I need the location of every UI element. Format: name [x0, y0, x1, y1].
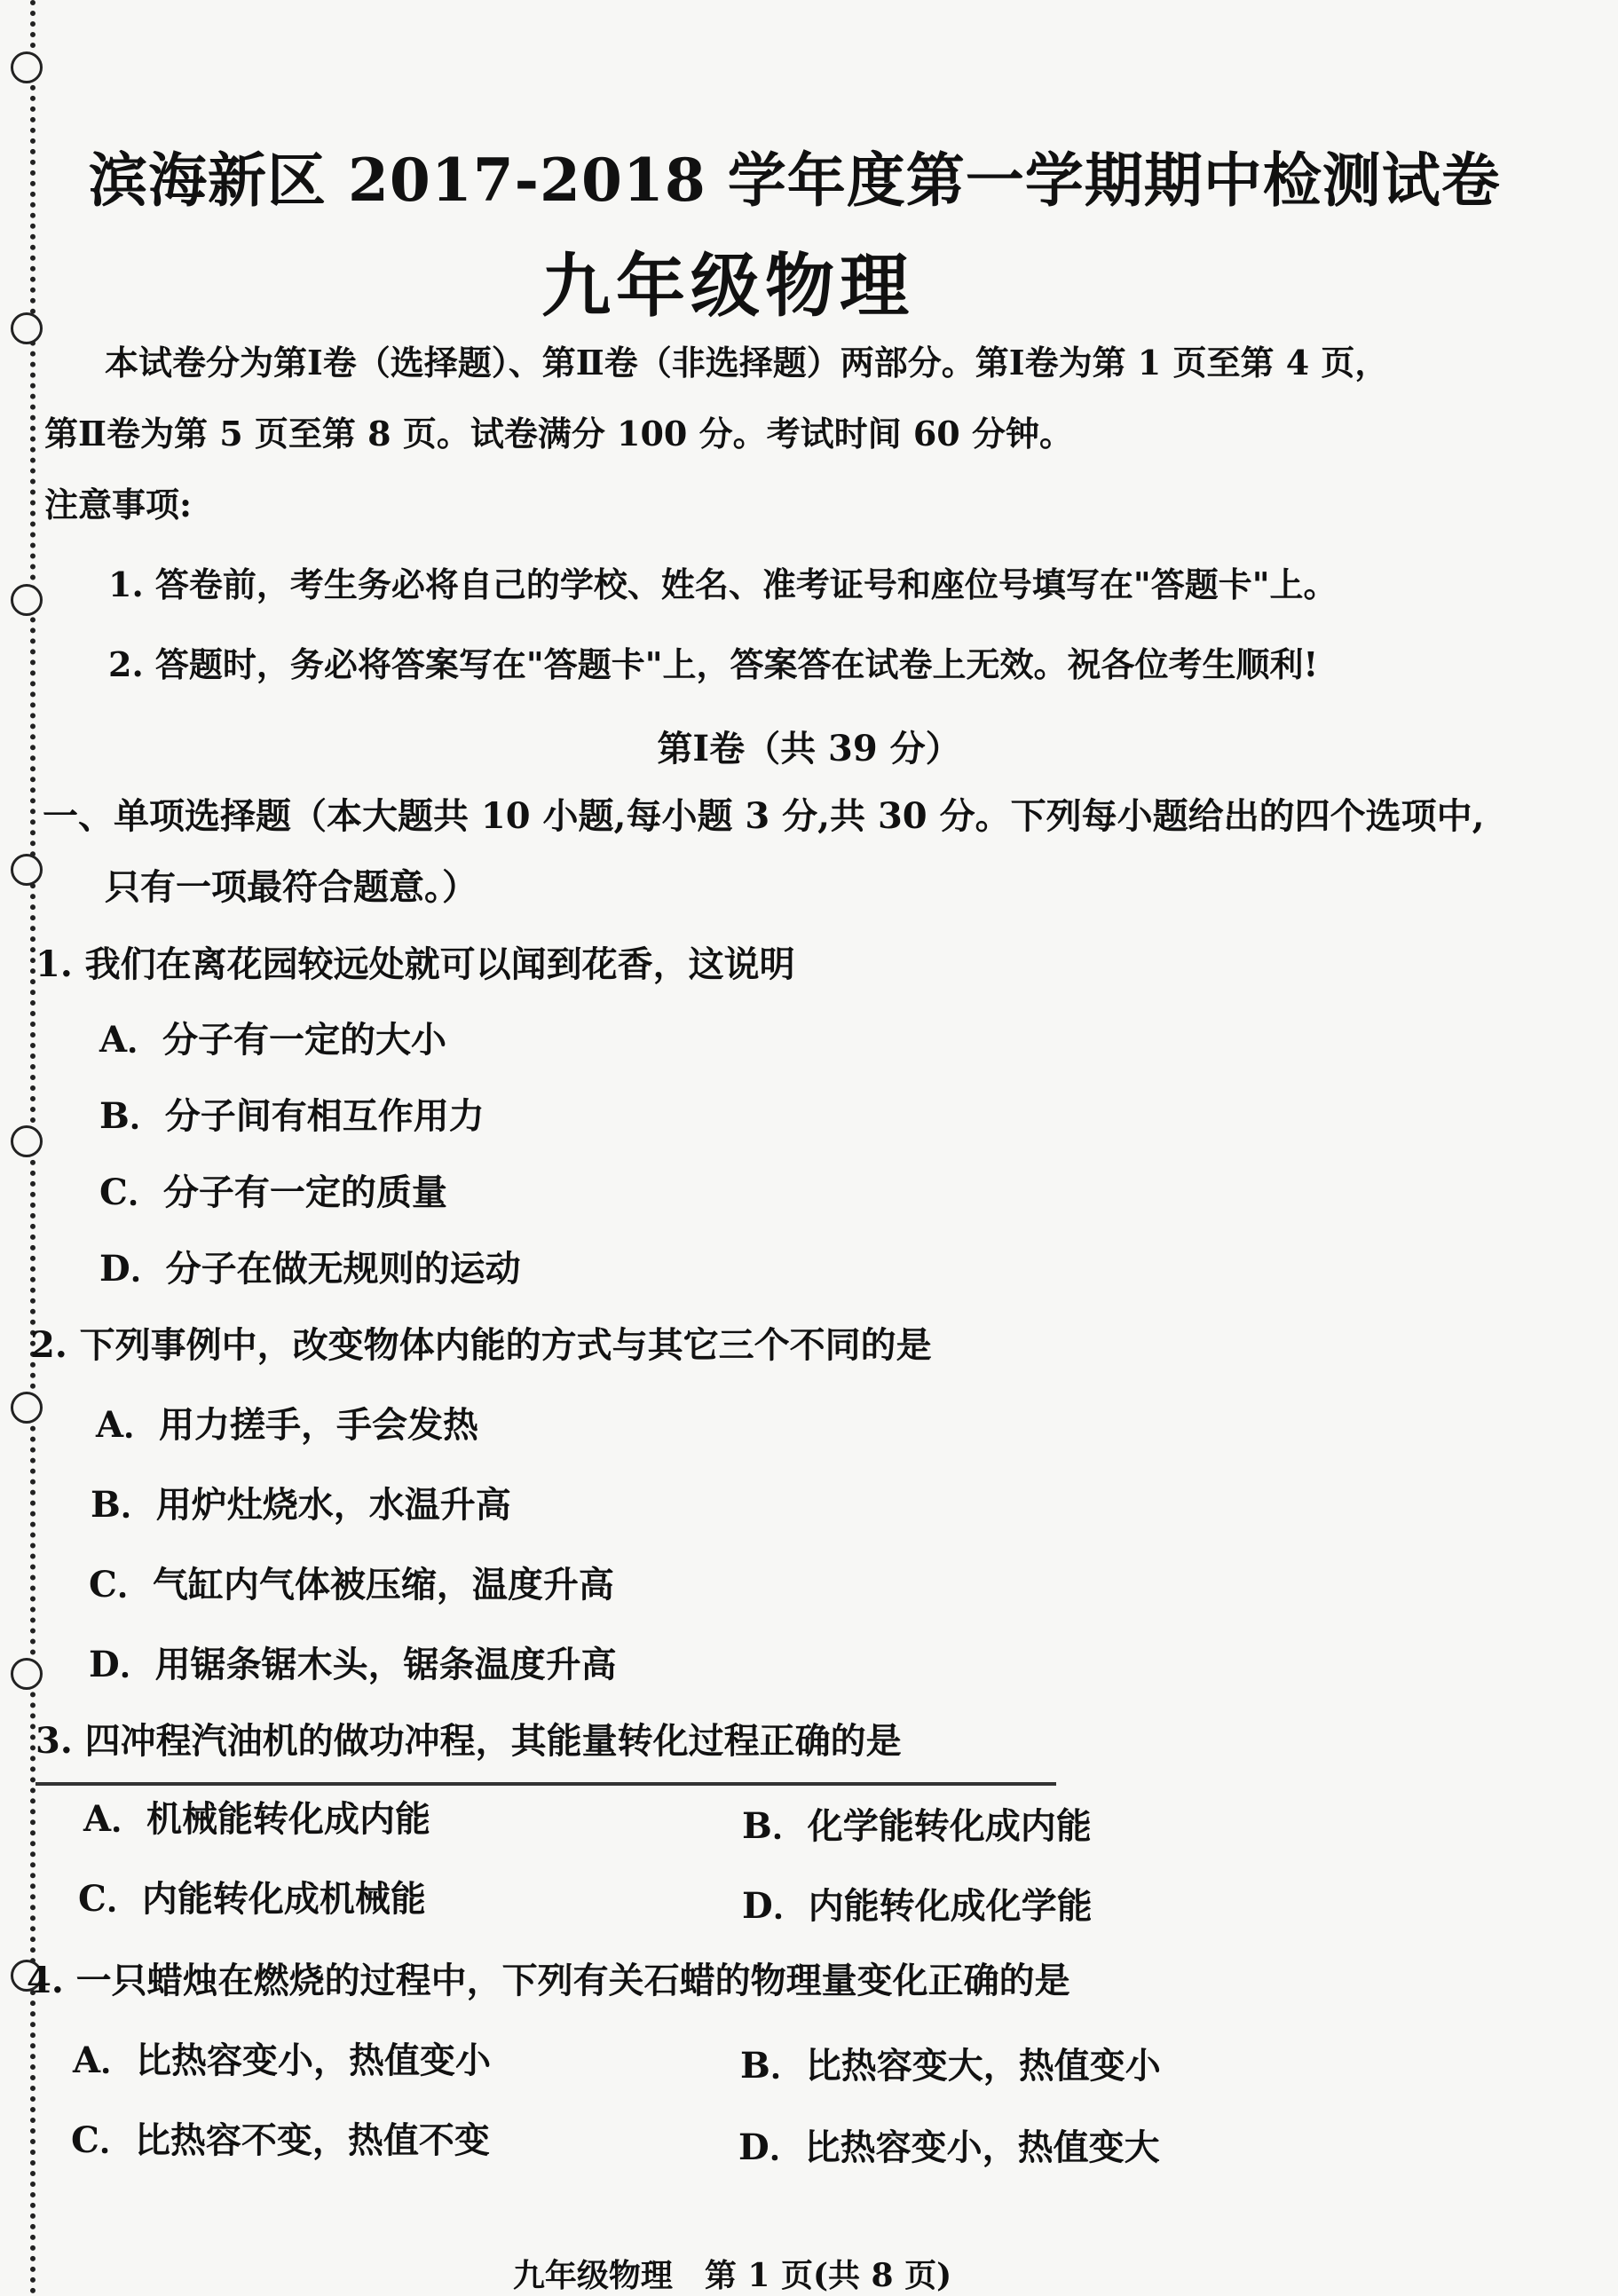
- question-option: B．分子间有相互作用力: [99, 1095, 485, 1137]
- part-instructions-line-2: 只有一项最符合题意。）: [105, 866, 478, 908]
- exam-title: 滨海新区 2017-2018 学年度第一学期期中检测试卷: [89, 146, 1501, 215]
- question-option: B．用炉灶烧水，水温升高: [91, 1484, 511, 1526]
- question-option: A．机械能转化成内能: [83, 1798, 431, 1840]
- intro-line-2: 第Ⅱ卷为第 5 页至第 8 页。试卷满分 100 分。考试时间 60 分钟。: [44, 414, 1073, 454]
- part-instructions-line-1: 一、单项选择题（本大题共 10 小题,每小题 3 分,共 30 分。下列每小题给出的四个选项中,: [43, 795, 1485, 837]
- question-option: C．分子有一定的质量: [99, 1172, 447, 1213]
- question-option: A．比热容变小，热值变小: [73, 2040, 492, 2081]
- question-option: D．比热容变小，热值变大: [738, 2126, 1160, 2168]
- question-stem: 1. 我们在离花园较远处就可以闻到花香，这说明: [36, 943, 795, 985]
- intro-line-1: 本试卷分为第Ⅰ卷（选择题）、第Ⅱ卷（非选择题）两部分。第Ⅰ卷为第 1 页至第 4 页，: [105, 343, 1389, 383]
- question-option: B．比热容变大，热值变小: [740, 2045, 1161, 2087]
- question-option: D．分子在做无规则的运动: [99, 1248, 521, 1290]
- question-option: D．内能转化成化学能: [742, 1885, 1093, 1927]
- question-option: C．内能转化成机械能: [78, 1878, 426, 1920]
- punch-hole-icon: [11, 1658, 43, 1690]
- question-option: C．气缸内气体被压缩，温度升高: [89, 1564, 614, 1606]
- question-option: B．化学能转化成内能: [742, 1805, 1092, 1847]
- scan-fold-line: [36, 1782, 1056, 1786]
- question-option: A．分子有一定的大小: [99, 1019, 447, 1061]
- notice-item: 2. 答题时，务必将答案写在"答题卡"上，答案答在试卷上无效。祝各位考生顺利!: [108, 644, 1319, 684]
- punch-hole-icon: [11, 51, 43, 83]
- punch-hole-icon: [11, 854, 43, 886]
- question-option: D．用锯条锯木头，锯条温度升高: [89, 1644, 617, 1685]
- punch-hole-icon: [11, 1392, 43, 1424]
- question-stem: 4. 一只蜡烛在燃烧的过程中，下列有关石蜡的物理量变化正确的是: [27, 1960, 1070, 2001]
- question-stem: 2. 下列事例中，改变物体内能的方式与其它三个不同的是: [30, 1324, 932, 1366]
- punch-hole-icon: [11, 584, 43, 616]
- exam-subject: 九年级物理: [541, 246, 914, 327]
- question-option: C．比热容不变，热值不变: [71, 2119, 490, 2161]
- notice-title: 注意事项:: [44, 485, 193, 525]
- notice-item: 1. 答卷前，考生务必将自己的学校、姓名、准考证号和座位号填写在"答题卡"上。: [108, 564, 1338, 604]
- punch-hole-icon: [11, 1125, 43, 1157]
- page-footer: 九年级物理 第 1 页(共 8 页): [512, 2257, 952, 2294]
- question-stem: 3. 四冲程汽油机的做功冲程，其能量转化过程正确的是: [36, 1720, 902, 1762]
- section-heading: 第Ⅰ卷（共 39 分）: [657, 728, 961, 769]
- question-option: A．用力搓手，手会发热: [96, 1404, 479, 1446]
